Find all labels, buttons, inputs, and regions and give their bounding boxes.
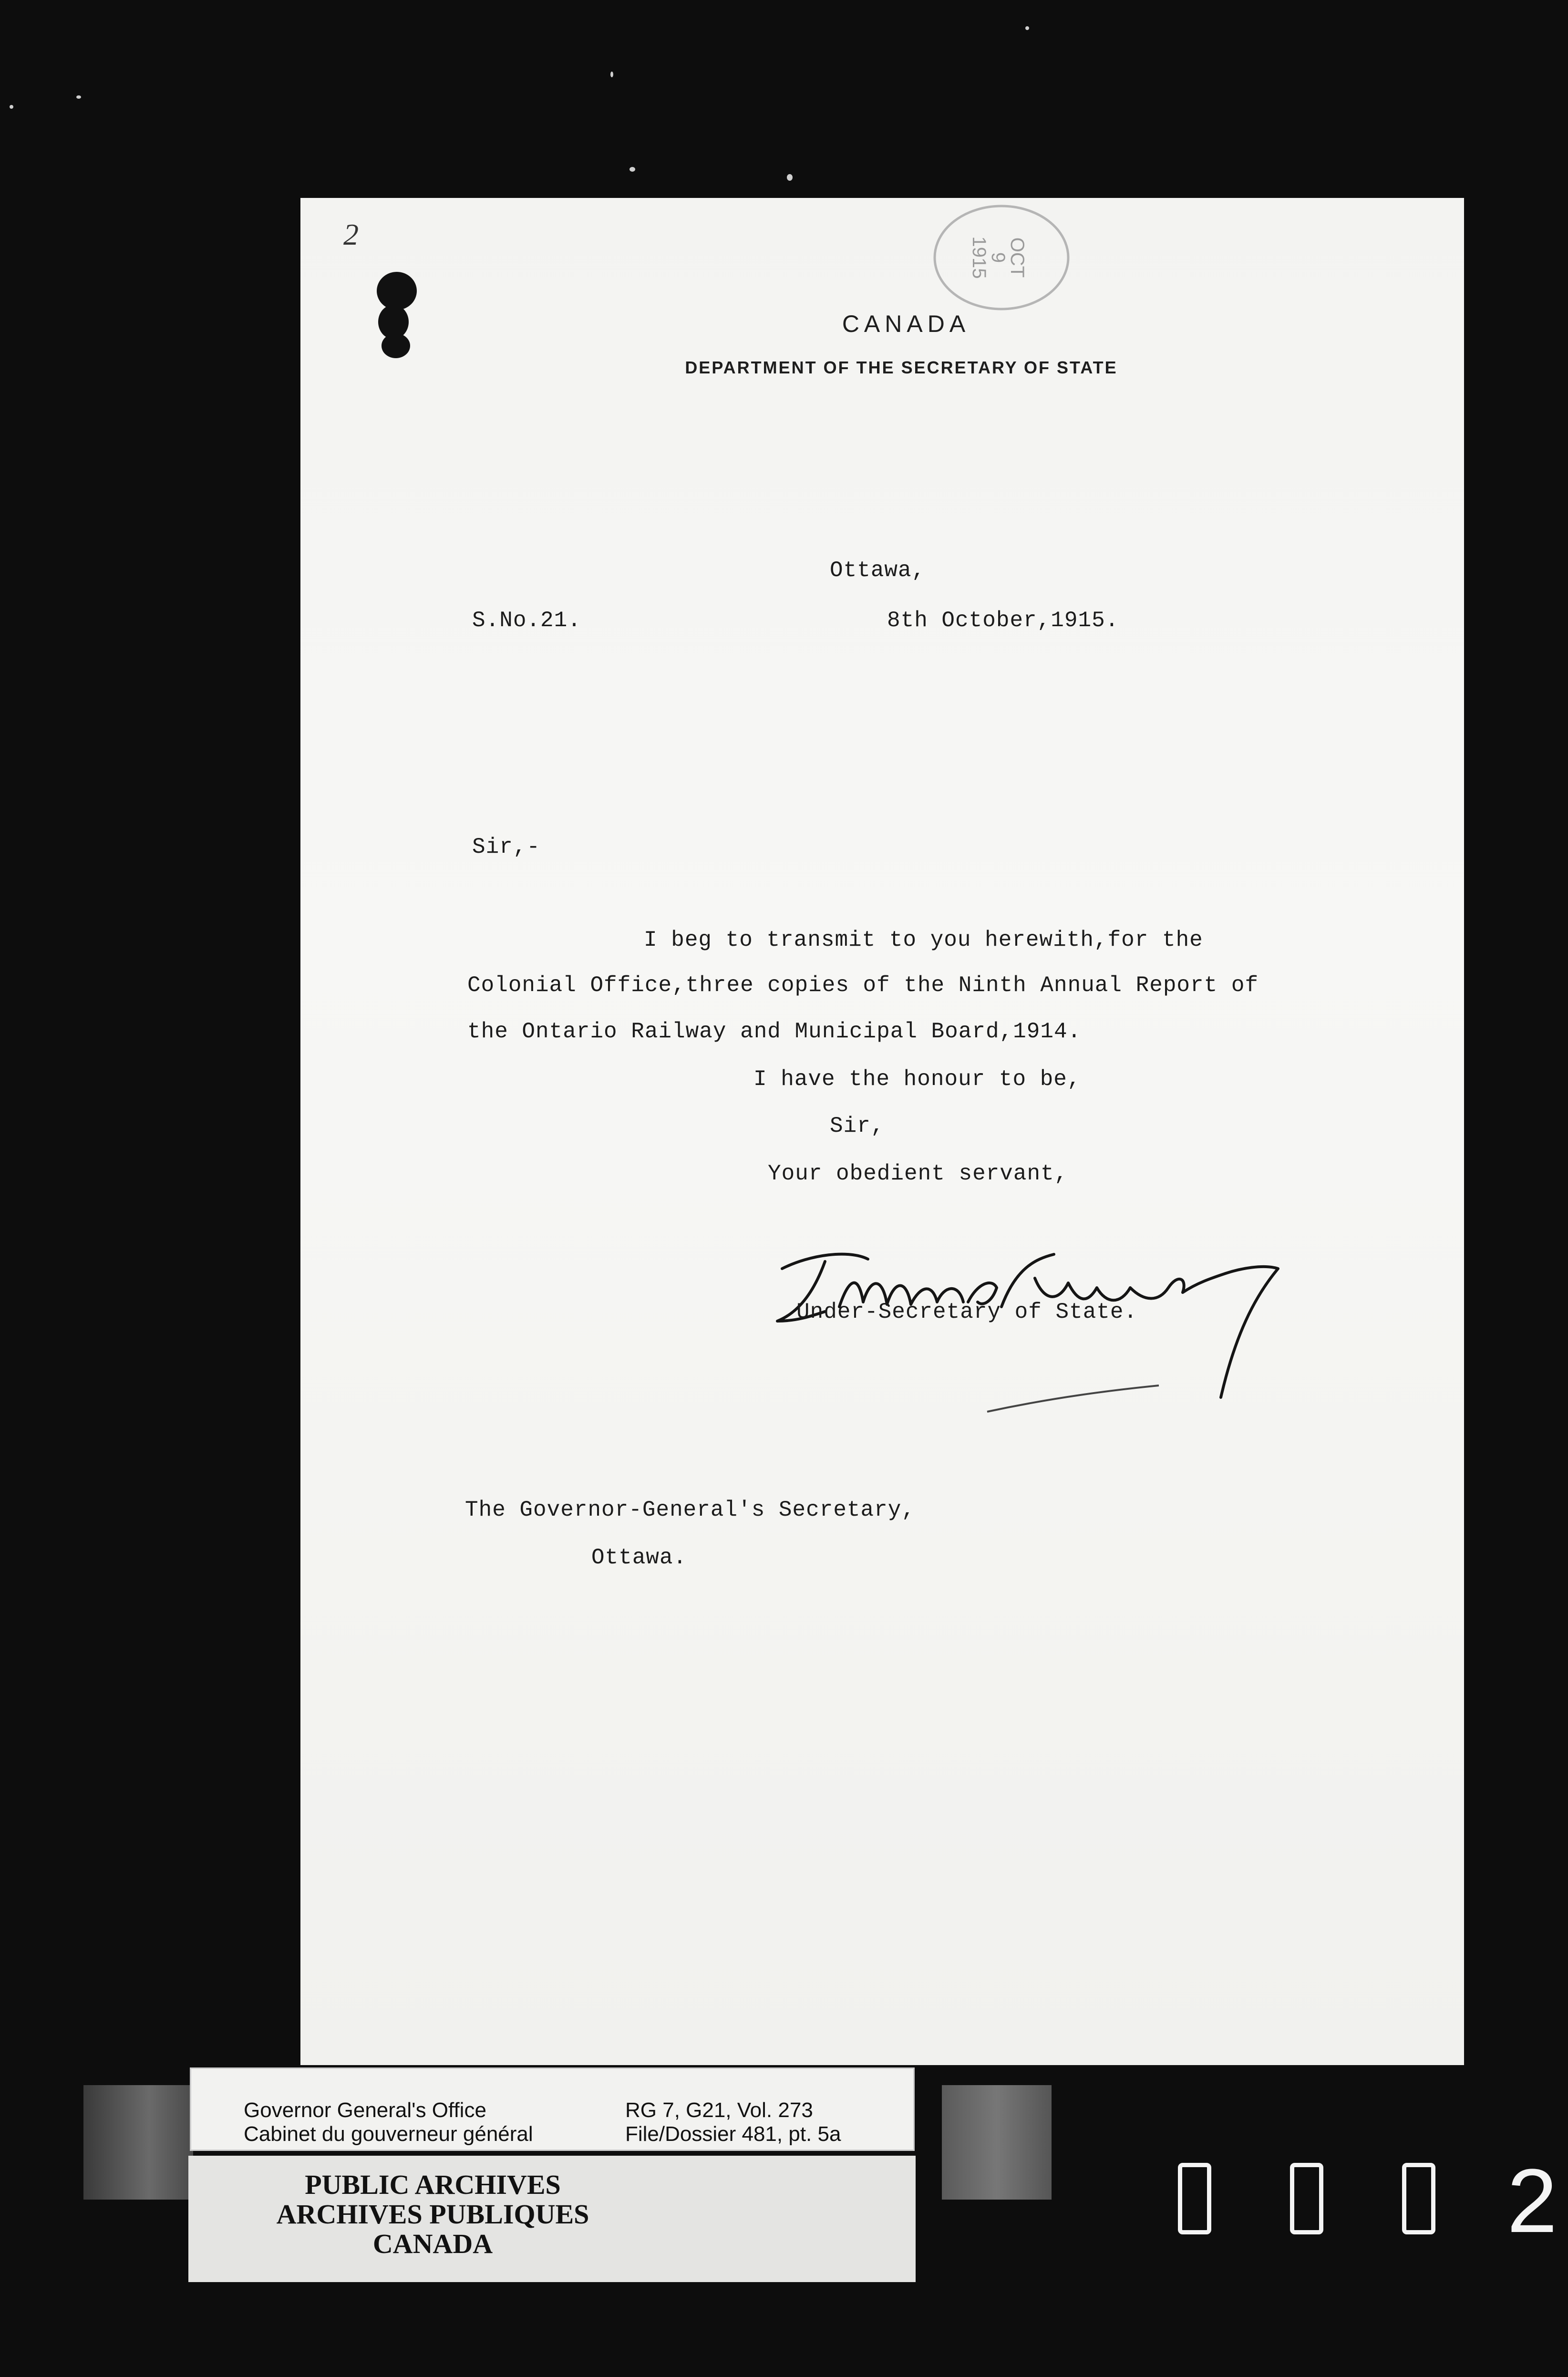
frame-digit [1402, 2163, 1435, 2234]
handwritten-signature [768, 1240, 1288, 1416]
letterhead-department: DEPARTMENT OF THE SECRETARY OF STATE [685, 358, 1118, 377]
body-line: the Ontario Railway and Municipal Board,1914. [467, 1019, 1082, 1044]
file-reference: File/Dossier 481, pt. 5a [625, 2122, 841, 2146]
place: Ottawa, [830, 558, 926, 583]
archives-country: CANADA [372, 2228, 493, 2259]
film-speck [610, 72, 613, 77]
page-marker: 2 [343, 217, 359, 251]
frame-digit [1178, 2163, 1211, 2234]
signature-title: Under-Secretary of State. [796, 1300, 1138, 1324]
body-line: Colonial Office,three copies of the Ninth Annual Report of [467, 973, 1259, 998]
closing-line: Your obedient servant, [768, 1161, 1068, 1186]
archive-reference: RG 7, G21, Vol. 273 [625, 2098, 813, 2122]
stamp-day: 9 [988, 252, 1009, 263]
archives-name-label [188, 2156, 916, 2282]
frame-digit: 2 [1507, 2150, 1558, 2252]
film-speck [1025, 26, 1029, 30]
label-backing-right [942, 2085, 1052, 2200]
office-name-en: Governor General's Office [244, 2098, 486, 2122]
film-speck [76, 95, 81, 99]
letter-page [300, 198, 1464, 2065]
archives-name-en: PUBLIC ARCHIVES [305, 2169, 561, 2200]
office-name-fr: Cabinet du gouverneur général [244, 2122, 533, 2146]
closing-line: I have the honour to be, [753, 1067, 1081, 1092]
salutation: Sir,- [472, 835, 541, 859]
received-date-stamp [930, 203, 1073, 312]
reference-number: S.No.21. [472, 608, 581, 633]
addressee-line: Ottawa. [591, 1545, 687, 1570]
closing-line: Sir, [830, 1114, 885, 1138]
film-speck [10, 105, 13, 109]
archives-name-fr: ARCHIVES PUBLIQUES [276, 2199, 589, 2230]
film-speck [629, 167, 635, 172]
addressee-line: The Governor-General's Secretary, [465, 1498, 915, 1522]
stamp-month: OCT [1007, 237, 1028, 278]
body-line: I beg to transmit to you herewith,for the [644, 928, 1203, 952]
film-speck [787, 174, 793, 181]
archive-reference-label [190, 2067, 915, 2151]
letter-date: 8th October,1915. [887, 608, 1119, 633]
letterhead-country: CANADA [842, 310, 970, 337]
stamp-year: 1915 [969, 236, 990, 279]
frame-digit [1290, 2163, 1323, 2234]
